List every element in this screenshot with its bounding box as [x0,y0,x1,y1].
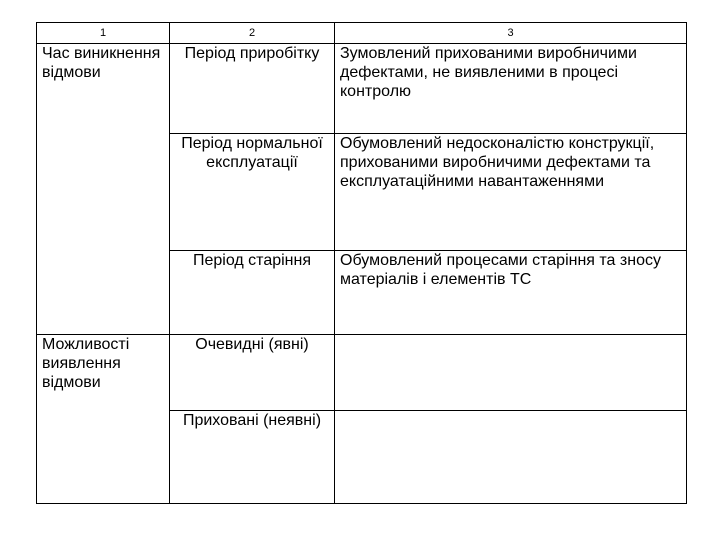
group-label-detection: Можливості виявлення відмови [37,335,170,504]
header-row [37,23,687,44]
table-row [37,335,687,411]
header-col-3: 3 [335,23,687,44]
description-cell [335,411,687,504]
description-cell: Зумовлений прихованими виробничими дефектами, не виявленими в процесі контролю [335,44,687,134]
period-cell: Період старіння [170,251,335,335]
period-cell: Період приробітку [170,44,335,134]
group-label-time: Час виникнення відмови [37,44,170,335]
period-cell: Очевидні (явні) [170,335,335,411]
description-cell [335,335,687,411]
table-row [37,44,687,134]
period-cell: Період нормальної експлуатації [170,134,335,251]
failure-classification-table [36,22,687,504]
header-col-1: 1 [37,23,170,44]
description-cell: Обумовлений процесами старіння та зносу матеріалів і елементів ТС [335,251,687,335]
period-cell: Приховані (неявні) [170,411,335,504]
description-cell: Обумовлений недосконалістю конструкції, прихованими виробничими дефектами та експлуатаційними навантаженнями [335,134,687,251]
header-col-2: 2 [170,23,335,44]
